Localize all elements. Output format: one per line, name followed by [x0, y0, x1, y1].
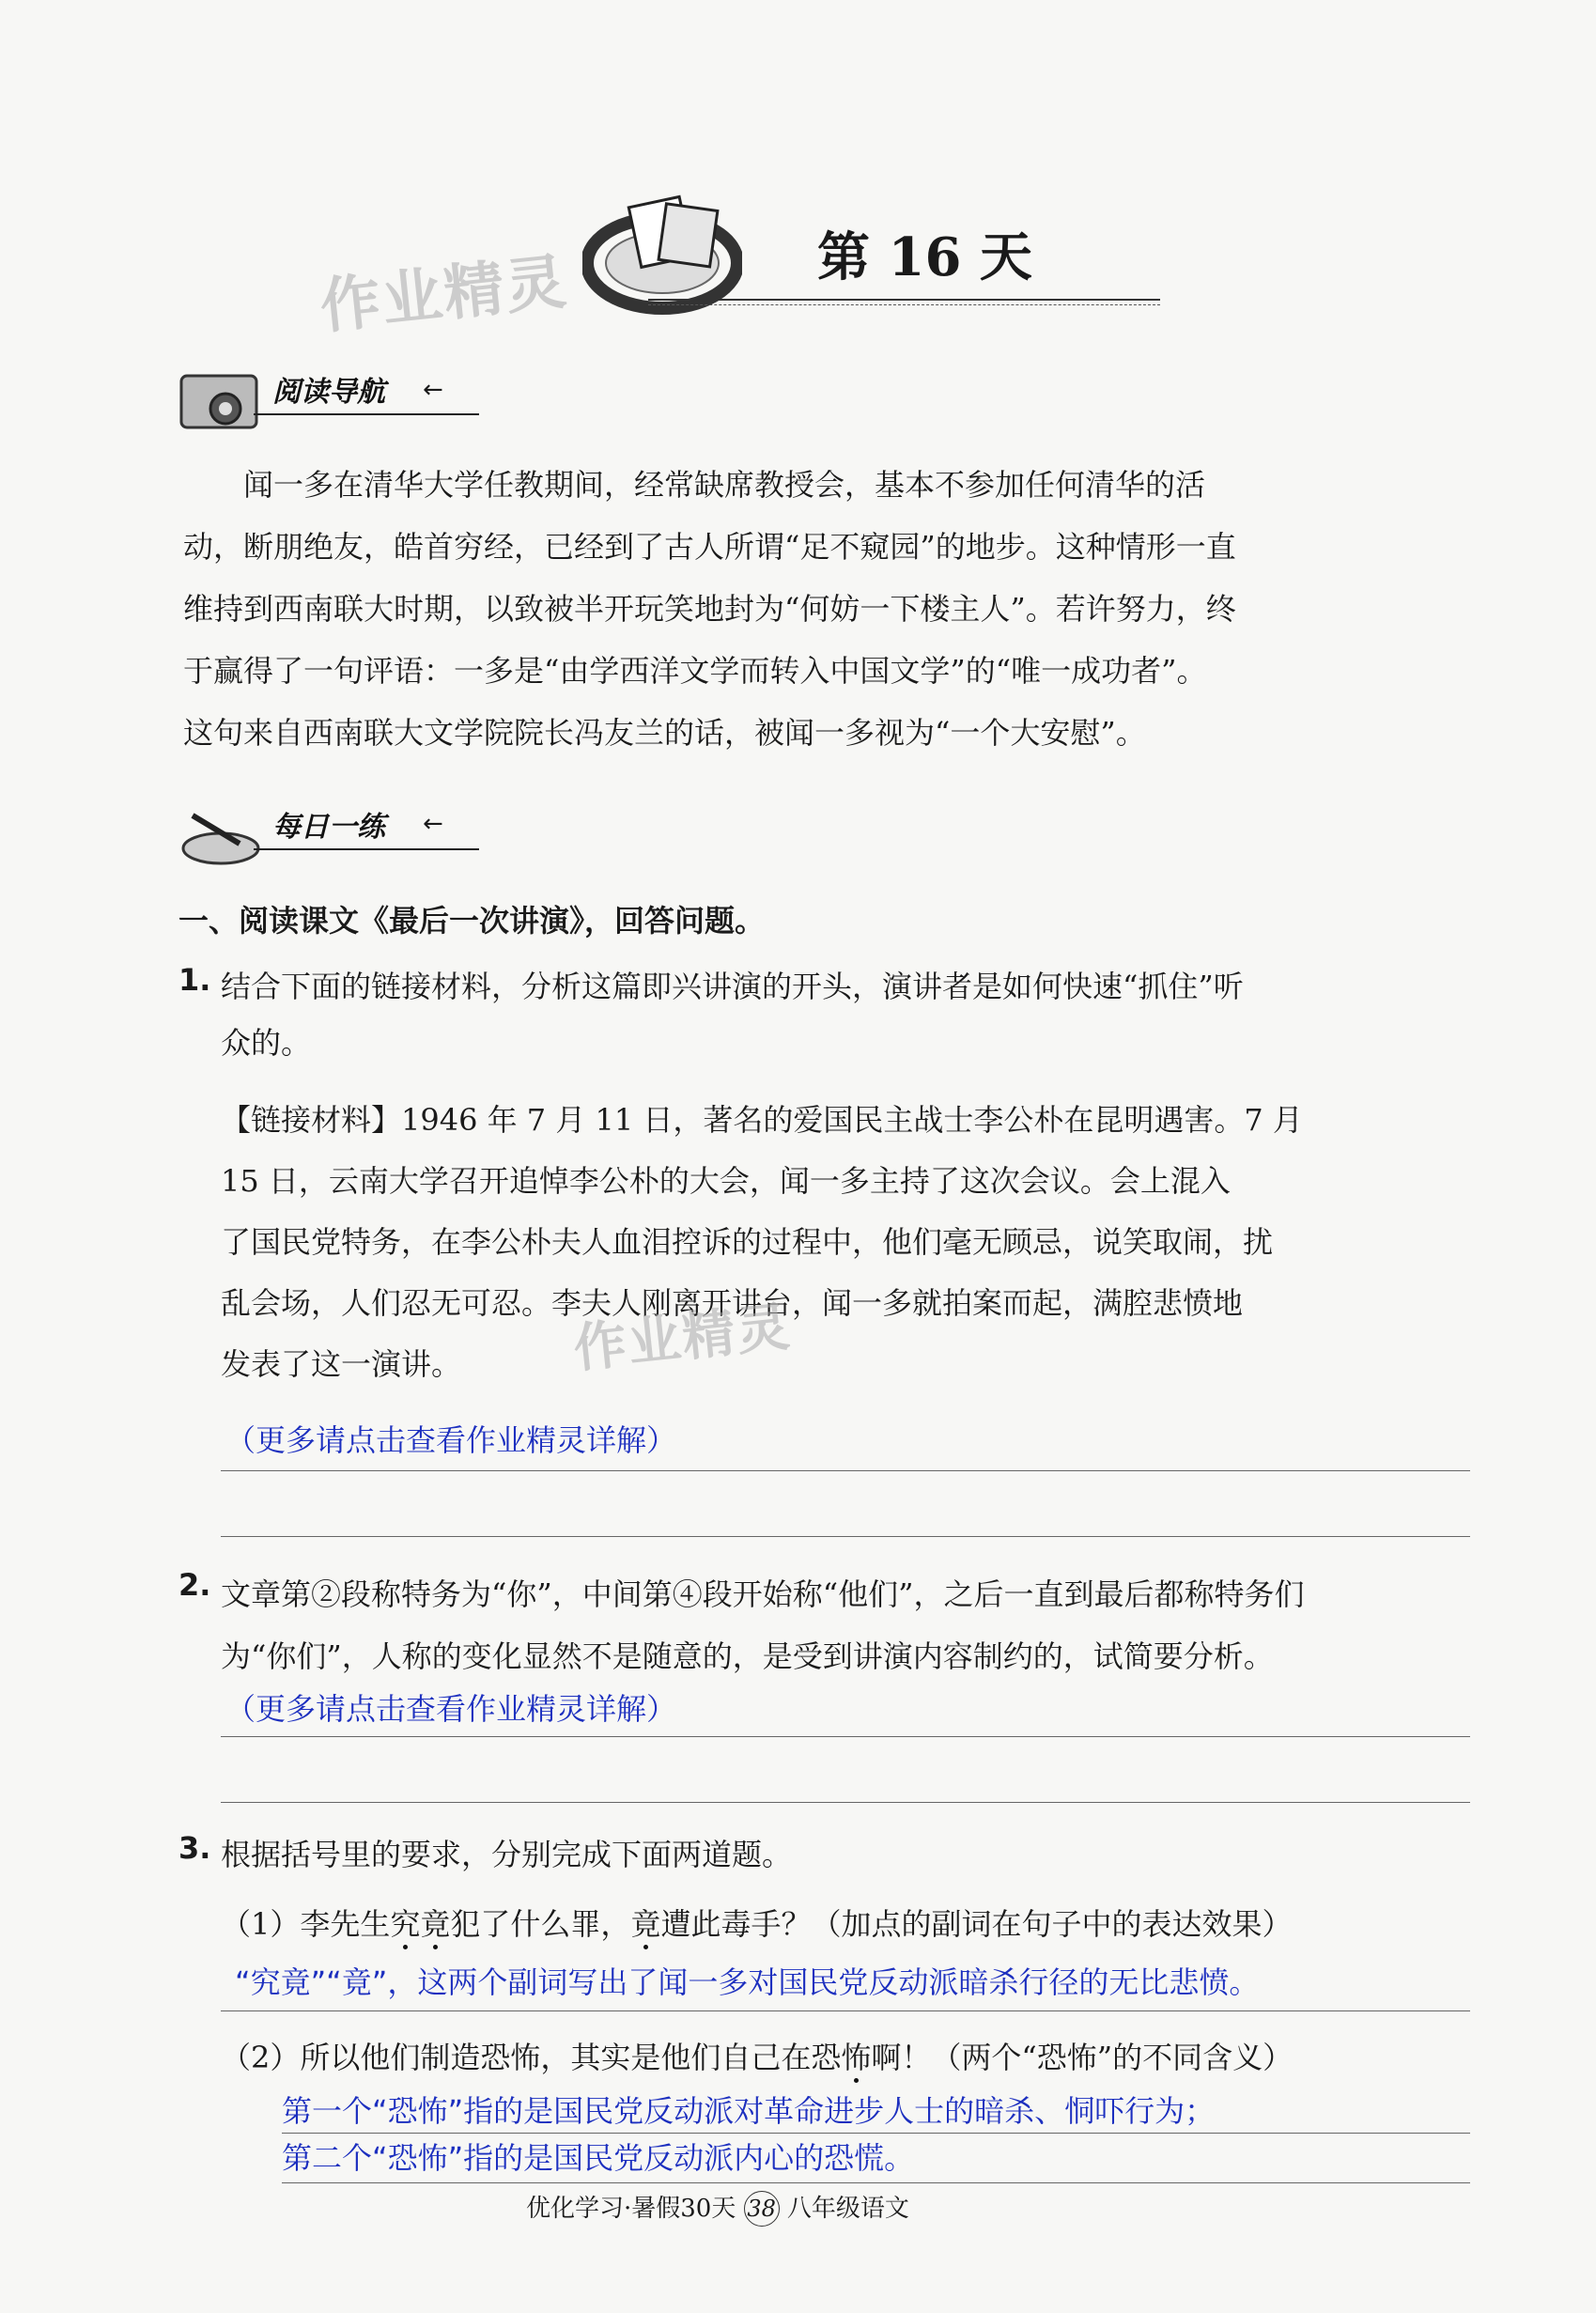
reading-line: 维持到西南联大时期，以致被半开玩笑地封为“何妨一下楼主人”。若许努力，终	[183, 591, 1236, 627]
question-3: 根据括号里的要求，分别完成下面两道题。	[221, 1837, 793, 1872]
answer-line	[221, 1736, 1470, 1737]
question-1	[221, 958, 1470, 1071]
pen-icon	[174, 797, 268, 872]
page-title: 第 16 天	[817, 226, 1032, 288]
answer-1: “究竟”“竟”，这两个副词写出了闻一多对国民党反动派暗杀行径的无比悲愤。	[235, 1964, 1260, 2000]
answer-line	[221, 1802, 1470, 1803]
question-text: 文章第②段称特务为“你”，中间第④段开始称“他们”，之后一直到最后都称特务们	[221, 1576, 1305, 1612]
sub-question-text: （2）所以他们制造恐怖，其实是他们自己在恐	[221, 2040, 842, 2075]
reading-paragraph	[183, 454, 1470, 764]
part1-heading: 一、阅读课文《最后一次讲演》，回答问题。	[178, 903, 766, 939]
sub-question-2	[221, 2029, 1293, 2086]
reading-line: 于赢得了一句评语：一多是“由学西洋文学而转入中国文学”的“唯一成功者”。	[183, 653, 1207, 689]
watermark: 作业精灵	[317, 247, 571, 343]
question-text: 结合下面的链接材料，分析这篇即兴讲演的开头，演讲者是如何快速“抓住”听	[221, 969, 1244, 1004]
arrow-left-icon: ←	[423, 810, 443, 838]
material-line: 了国民党特务，在李公朴夫人血泪控诉的过程中，他们毫无顾忌，说笑取闹，扰	[221, 1224, 1274, 1260]
question-text: 众的。	[221, 1025, 312, 1061]
footer-grade: 八年级语文	[786, 2195, 909, 2223]
title-underline	[648, 299, 1160, 305]
sub-question-text: 啊！（两个“恐怖”的不同含义）	[871, 2040, 1294, 2075]
watermark: 作业精灵	[570, 1296, 795, 1380]
page-number: 38	[744, 2191, 780, 2227]
question-number: 1.	[178, 962, 211, 998]
section-rule	[254, 413, 479, 415]
question-number: 2.	[178, 1567, 211, 1603]
answer-line	[282, 2182, 1470, 2183]
material-line: 发表了这一演讲。	[221, 1346, 462, 1382]
question-2	[221, 1563, 1480, 1687]
section-rule	[254, 848, 479, 850]
footer	[526, 2189, 909, 2227]
reading-line: 这句来自西南联大文学院院长冯友兰的话，被闻一多视为“一个大安慰”。	[183, 715, 1146, 751]
sub-question-1	[221, 1896, 1292, 1952]
answer-2-line-2: 第二个“恐怖”指的是国民党反动派内心的恐慌。	[282, 2140, 915, 2176]
link-material	[221, 1090, 1470, 1395]
answer-line	[221, 1470, 1470, 1471]
sub-question-text: 犯了什么罪，	[450, 1906, 631, 1942]
material-line: 【链接材料】1946 年 7 月 11 日，著名的爱国民主战士李公朴在昆明遇害。7 月	[221, 1102, 1303, 1138]
dotted-char: 竟	[420, 1906, 451, 1942]
answer-2-line-1: 第一个“恐怖”指的是国民党反动派对革命进步人士的暗杀、恫吓行为；	[282, 2093, 1216, 2129]
arrow-left-icon: ←	[423, 376, 443, 404]
question-number: 3.	[178, 1830, 211, 1866]
material-line: 15 日，云南大学召开追悼李公朴的大会，闻一多主持了这次会议。会上混入	[221, 1163, 1231, 1199]
answer-line	[282, 2133, 1470, 2134]
dotted-char: 究	[390, 1906, 421, 1942]
reading-line: 动，断朋绝友，皓首穷经，已经到了古人所谓“足不窥园”的地步。这种情形一直	[183, 529, 1236, 565]
section-practice-title: 每日一练	[272, 811, 385, 844]
footer-book-title: 优化学习·暑假30天	[526, 2195, 736, 2223]
section-reading-title: 阅读导航	[272, 376, 385, 409]
reading-line: 闻一多在清华大学任教期间，经常缺席教授会，基本不参加任何清华的活	[243, 467, 1206, 503]
dotted-char: 怖	[841, 2040, 872, 2075]
book-icon	[174, 366, 268, 442]
answer-line	[221, 2010, 1470, 2011]
dotted-char: 竟	[630, 1906, 661, 1942]
answer-line	[221, 1536, 1470, 1537]
detail-link[interactable]: （更多请点击查看作业精灵详解）	[225, 1691, 677, 1727]
sub-question-text: 遭此毒手？（加点的副词在句子中的表达效果）	[660, 1906, 1293, 1942]
question-text: 为“你们”，人称的变化显然不是随意的，是受到讲演内容制约的，试简要分析。	[221, 1638, 1274, 1674]
material-line: 乱会场，人们忍无可忍。李夫人刚离开讲台，闻一多就拍案而起，满腔悲愤地	[221, 1285, 1244, 1321]
sub-question-text: （1）李先生	[221, 1906, 391, 1942]
detail-link[interactable]: （更多请点击查看作业精灵详解）	[225, 1422, 677, 1458]
